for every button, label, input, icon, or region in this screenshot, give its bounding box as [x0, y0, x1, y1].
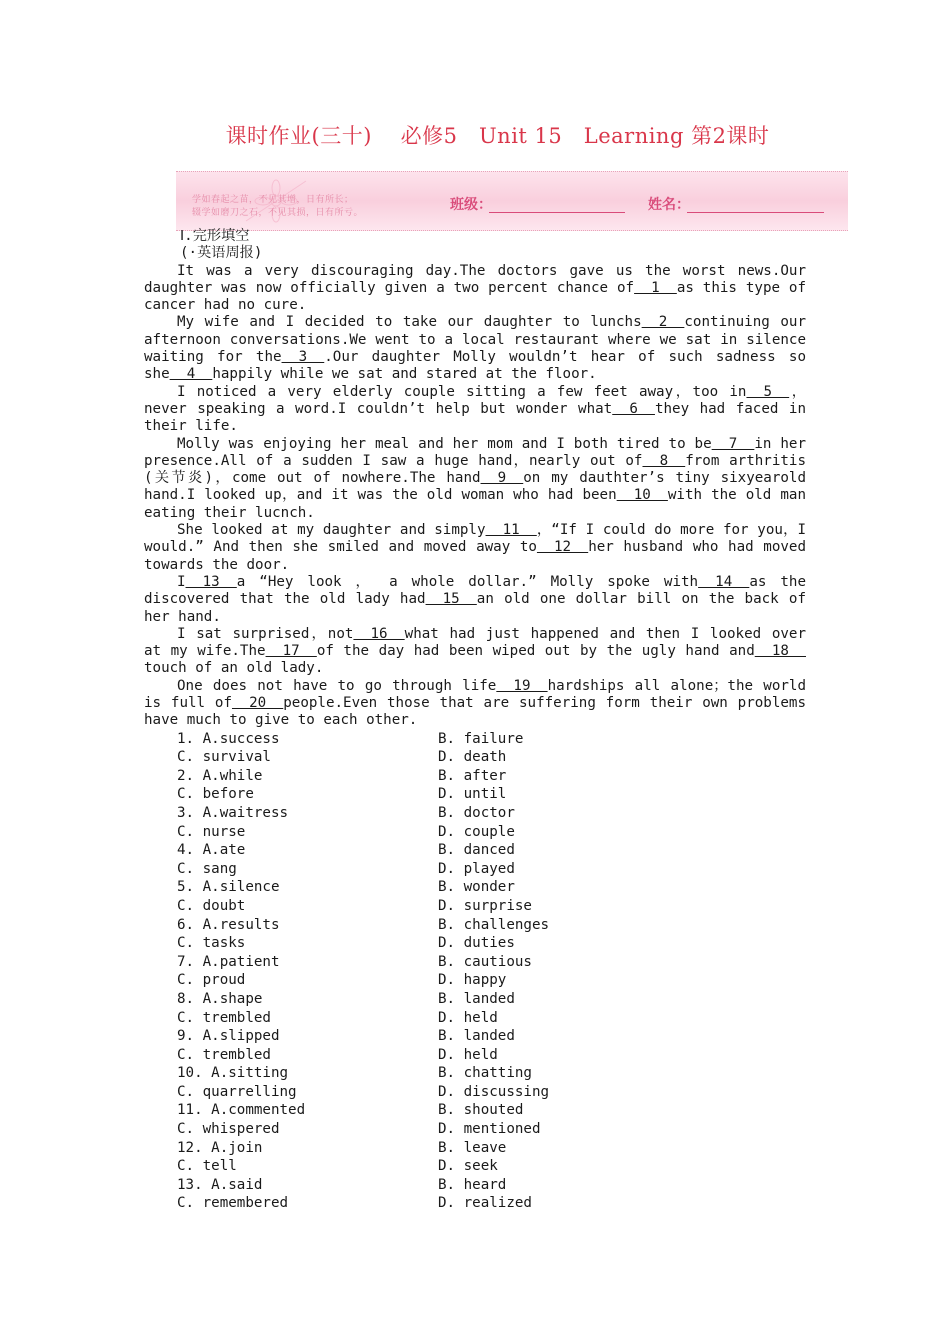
option-row — [144, 990, 806, 1009]
option-right: B. challenges — [438, 916, 550, 933]
option-row — [144, 1176, 806, 1195]
page-title: 课时作业(三十) 必修5 Unit 15 Learning 第2课时 — [225, 124, 770, 148]
blank-number: 14 — [698, 573, 750, 590]
passage-text: hardships all alone；the world is full of — [144, 677, 806, 712]
option-row — [144, 1101, 806, 1120]
option-row — [144, 1064, 806, 1083]
option-right: B. chatting — [438, 1065, 532, 1082]
motto-line-1: 学如春起之苗，不见其增，日有所长； — [192, 195, 354, 205]
blank-number: 18 — [754, 643, 806, 660]
option-row — [144, 748, 806, 767]
option-row — [144, 804, 806, 823]
blank-number: 2 — [641, 314, 685, 331]
option-right: B. cautious — [438, 953, 532, 970]
section-heading: Ⅰ.完形填空 — [180, 228, 250, 244]
option-left: C. proud — [177, 972, 246, 989]
passage-text: from arthritis (关节炎)，come out of nowhere.The hand — [144, 452, 806, 487]
passage-paragraph — [144, 626, 806, 678]
option-right: B. danced — [438, 842, 515, 859]
option-row — [144, 878, 806, 897]
option-right: D. duties — [438, 935, 515, 952]
passage-paragraph — [144, 314, 806, 383]
passage-text: continuing our afternoon conversations.We went to a local restaurant where we sat in silence waiting for the — [144, 314, 806, 366]
option-left: 11. A.commented — [177, 1102, 306, 1119]
option-row — [144, 916, 806, 935]
option-row — [144, 1157, 806, 1176]
option-row — [144, 934, 806, 953]
option-right: B. failure — [438, 730, 524, 747]
option-row — [144, 767, 806, 786]
passage-text: I noticed a very elderly couple sitting a few feet away，too in — [177, 383, 747, 400]
passage-text: as this type of cancer had no cure. — [144, 279, 807, 314]
class-field[interactable] — [489, 212, 625, 213]
passage-text: on my dauthter’s tiny sixyearold hand.I looked up，and it was the old woman who had been — [144, 470, 806, 504]
option-left: C. tasks — [177, 935, 246, 952]
option-right: D. mentioned — [438, 1121, 541, 1138]
passage-text: touch of an old lady. — [144, 660, 324, 677]
name-field[interactable] — [687, 212, 824, 213]
option-left: 4. A.ate — [177, 842, 246, 859]
cloze-passage — [144, 263, 806, 730]
header-banner — [176, 171, 848, 231]
class-label: 班级： — [450, 197, 492, 213]
blank-number: 20 — [231, 695, 284, 712]
passage-text: I — [177, 573, 186, 590]
blank-number: 15 — [425, 591, 477, 608]
option-right: D. played — [438, 860, 515, 877]
passage-paragraph — [144, 522, 806, 574]
option-left: C. whispered — [177, 1121, 280, 1138]
passage-paragraph — [144, 384, 806, 436]
blank-number: 17 — [265, 643, 317, 660]
passage-text: her husband who had moved towards the door. — [144, 539, 807, 573]
option-left: 8. A.shape — [177, 990, 263, 1007]
source-note: (·英语周报) — [180, 245, 263, 262]
option-left: C. tell — [177, 1158, 237, 1175]
blank-number: 11 — [485, 522, 537, 539]
passage-text: an old one dollar bill on the back of her hand. — [144, 591, 806, 625]
option-row — [144, 730, 806, 749]
passage-paragraph — [144, 574, 806, 626]
option-row — [144, 953, 806, 972]
option-right: B. doctor — [438, 804, 515, 821]
passage-paragraph — [144, 436, 806, 522]
option-row — [144, 1139, 806, 1158]
option-left: 9. A.slipped — [177, 1028, 280, 1045]
blank-number: 12 — [536, 539, 589, 556]
option-right: D. held — [438, 1046, 498, 1063]
option-left: 6. A.results — [177, 916, 280, 933]
option-right: D. surprise — [438, 897, 532, 914]
passage-text: One does not have to go through life — [177, 677, 497, 694]
option-right: D. held — [438, 1009, 498, 1026]
passage-text: in her presence.All of a sudden I saw a huge hand，nearly out of — [144, 435, 806, 469]
option-left: C. remembered — [177, 1195, 289, 1212]
option-left: C. doubt — [177, 897, 246, 914]
option-row — [144, 1120, 806, 1139]
option-row — [144, 1009, 806, 1028]
option-left: 7. A.patient — [177, 953, 280, 970]
blank-number: 8 — [642, 452, 686, 469]
option-row — [144, 823, 806, 842]
option-row — [144, 785, 806, 804]
option-right: D. seek — [438, 1158, 498, 1175]
blank-number: 6 — [612, 400, 655, 417]
blank-number: 5 — [746, 383, 790, 400]
option-right: B. shouted — [438, 1102, 524, 1119]
option-left: 10. A.sitting — [177, 1065, 289, 1082]
option-right: D. discussing — [438, 1083, 550, 1100]
passage-text: what had just happened and then I looked over at my wife.The — [144, 625, 807, 660]
option-right: D. death — [438, 749, 507, 766]
option-left: 5. A.silence — [177, 879, 280, 896]
option-right: B. landed — [438, 1028, 515, 1045]
passage-text: with the old man eating their lucnch. — [144, 487, 806, 521]
passage-text: .Our daughter Molly wouldn’t hear of such sadness so she — [144, 349, 807, 383]
option-left: C. trembled — [177, 1046, 271, 1063]
option-right: B. wonder — [438, 879, 515, 896]
option-left: 3. A.waitress — [177, 804, 289, 821]
blank-number: 16 — [353, 625, 405, 642]
blank-number: 3 — [281, 349, 325, 366]
option-left: C. trembled — [177, 1009, 271, 1026]
blank-number: 4 — [169, 366, 213, 383]
options-list — [144, 730, 806, 1213]
blank-number: 10 — [616, 487, 668, 504]
option-row — [144, 1194, 806, 1213]
motto-line-2: 辍学如磨刀之石，不见其损，日有所亏。 — [192, 208, 364, 218]
option-row — [144, 1027, 806, 1046]
passage-text: as the discovered that the old lady had — [144, 573, 806, 608]
passage-text: My wife and I decided to take our daughter to lunchs — [177, 314, 642, 331]
passage-text: I sat surprised，not — [177, 625, 354, 642]
passage-paragraph — [144, 263, 806, 315]
blank-number: 7 — [711, 435, 755, 452]
option-right: B. after — [438, 767, 507, 784]
name-label: 姓名： — [648, 197, 690, 213]
option-row — [144, 1083, 806, 1102]
option-left: C. before — [177, 786, 254, 803]
passage-text: a “Hey look ， a whole dollar.” Molly spoke with — [236, 573, 699, 590]
blank-number: 1 — [634, 279, 677, 296]
passage-paragraph — [144, 678, 806, 730]
option-left: C. sang — [177, 860, 237, 877]
option-right: D. until — [438, 786, 507, 803]
option-right: B. landed — [438, 990, 515, 1007]
option-right: B. leave — [438, 1139, 507, 1156]
option-left: 1. A.success — [177, 730, 280, 747]
option-row — [144, 841, 806, 860]
passage-text: they had faced in their life. — [144, 400, 806, 435]
option-left: C. quarrelling — [177, 1083, 297, 1100]
option-row — [144, 1046, 806, 1065]
exercise-content — [144, 228, 806, 1213]
passage-text: happily while we sat and stared at the floor. — [212, 366, 597, 383]
option-left: C. nurse — [177, 823, 246, 840]
passage-text: Molly was enjoying her meal and her mom and I both tired to be — [177, 435, 712, 452]
passage-text: of the day had been wiped out by the ugly hand and — [316, 643, 755, 660]
option-left: 2. A.while — [177, 767, 263, 784]
passage-text: ，“If I could do more for you，I would.” And then she smiled and moved away to — [144, 522, 806, 556]
option-row — [144, 971, 806, 990]
option-row — [144, 897, 806, 916]
passage-text: people.Even those that are suffering form their own problems have much to give to each other. — [144, 695, 806, 729]
option-left: 12. A.join — [177, 1139, 263, 1156]
option-right: D. couple — [438, 823, 515, 840]
blank-number: 19 — [496, 677, 548, 694]
passage-text: ，never speaking a word.I couldn’t help but wonder what — [144, 383, 806, 417]
option-left: 13. A.said — [177, 1176, 263, 1193]
option-row — [144, 860, 806, 879]
blank-number: 13 — [185, 573, 237, 590]
passage-text: It was a very discouraging day.The doctors gave us the worst news.Our daughter was now officially given a two percent chance of — [144, 262, 806, 296]
blank-number: 9 — [480, 470, 524, 487]
passage-text: She looked at my daughter and simply — [177, 522, 486, 539]
option-left: C. survival — [177, 749, 271, 766]
option-right: D. happy — [438, 972, 507, 989]
option-right: D. realized — [438, 1195, 532, 1212]
option-right: B. heard — [438, 1176, 507, 1193]
